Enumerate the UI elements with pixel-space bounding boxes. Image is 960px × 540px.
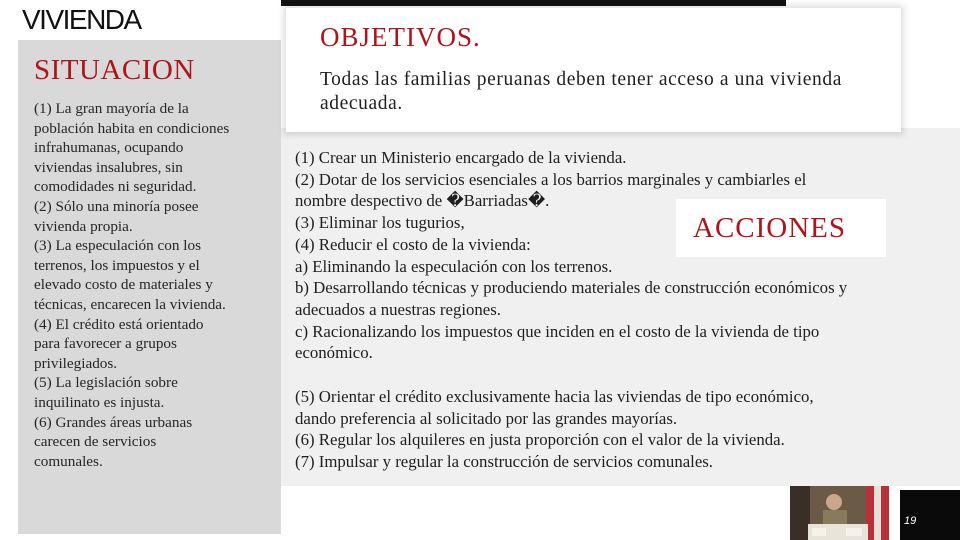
acciones-line: económico. [295, 343, 373, 363]
speaker-photo-image [790, 486, 889, 540]
acciones-line: (2) Dotar de los servicios esenciales a los barrios marginales y cambiarles el [295, 169, 807, 189]
situacion-line: (3) La especulación con los [34, 237, 201, 255]
objetivos-heading: OBJETIVOS. [320, 22, 481, 52]
situacion-line: privilegiados. [34, 354, 118, 372]
situacion-line: comodidades ni seguridad. [34, 178, 197, 196]
situacion-line: viviendas insalubres, sin [34, 158, 183, 176]
acciones-line: (6) Regular los alquileres en justa proporción con el valor de la vivienda. [295, 430, 785, 450]
page-number: 19 [904, 515, 917, 527]
situacion-line: para favorecer a grupos [34, 335, 177, 353]
acciones-line: (5) Orientar el crédito exclusivamente hacia las viviendas de tipo económico, [295, 387, 814, 406]
situacion-line: técnicas, encarecen la vivienda. [34, 295, 226, 313]
situacion-line: (6) Grandes áreas urbanas [34, 413, 193, 431]
situacion-line: (4) El crédito está orientado [34, 315, 204, 333]
speaker-photo [790, 486, 889, 540]
situacion-heading: SITUACION [34, 54, 195, 86]
acciones-line: c) Racionalizando los impuestos que inciden en el costo de la vivienda de tipo [295, 321, 820, 341]
situacion-line: población habita en condiciones [34, 119, 230, 137]
situacion-line: (1) La gran mayoría de la [34, 100, 189, 117]
acciones-line: (1) Crear un Ministerio encargado de la vivienda. [295, 148, 627, 167]
situacion-line: (2) Sólo una minoría posee [34, 197, 199, 215]
acciones-line: (7) Impulsar y regular la construcción de servicios comunales. [295, 452, 713, 472]
situacion-list [34, 99, 274, 471]
situacion-line: comunales. [34, 452, 103, 470]
acciones-line: (3) Eliminar los tugurios, [295, 213, 465, 233]
situacion-line: inquilinato es injusta. [34, 393, 165, 411]
acciones-line: nombre despectivo de �Barriadas�. [295, 191, 550, 211]
situacion-line: (5) La legislación sobre [34, 374, 178, 392]
acciones-line: adecuados a nuestras regiones. [295, 299, 501, 319]
situacion-line: carecen de servicios [34, 433, 157, 451]
objetivos-text: Todas las familias peruanas deben tener acceso a una vivienda adecuada. [320, 69, 842, 114]
acciones-line: a) Eliminando la especulación con los terrenos. [295, 256, 613, 276]
acciones-line: (4) Reducir el costo de la vivienda: [295, 234, 531, 254]
acciones-list-continued [295, 386, 960, 473]
acciones-line: b) Desarrollando técnicas y produciendo materiales de construcción económicos y [295, 278, 848, 298]
situacion-line: terrenos, los impuestos y el [34, 256, 200, 274]
slide-title: VIVIENDA [22, 4, 141, 35]
situacion-line: elevado costo de materiales y [34, 276, 213, 294]
top-bar [281, 0, 786, 6]
situacion-line: infrahumanas, ocupando [34, 139, 184, 157]
acciones-line: dando preferencia al solicitado por las grandes mayorías. [295, 408, 678, 428]
situacion-line: vivienda propia. [34, 217, 133, 235]
acciones-heading: ACCIONES [693, 212, 847, 244]
